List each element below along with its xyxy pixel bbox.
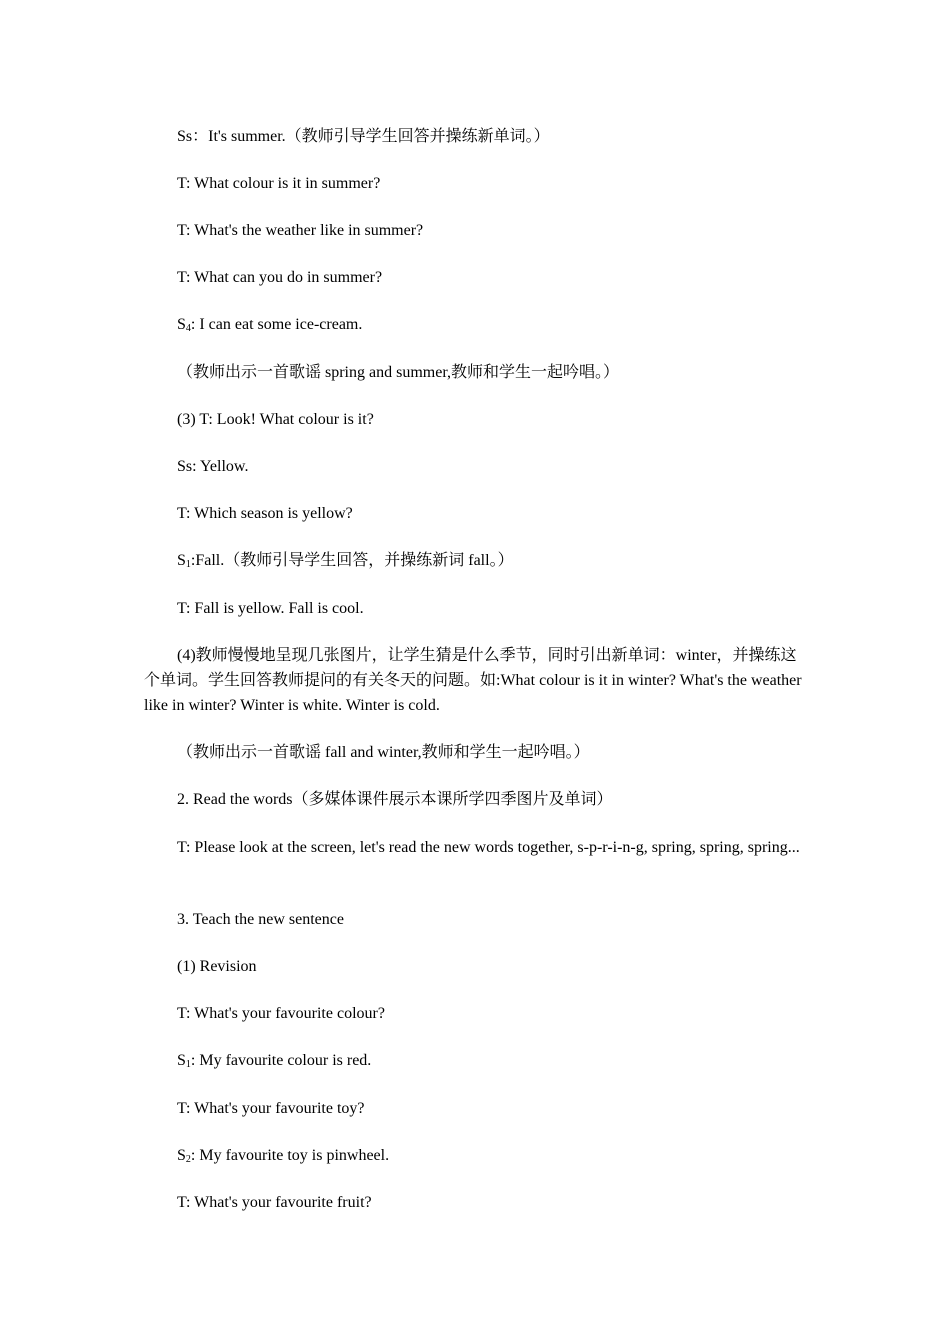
- paragraph-14: 2. Read the words（多媒体课件展示本课所学四季图片及单词）: [177, 791, 613, 808]
- paragraph-10: $S_1:Fall$.（教师引导学生回答，并操练新词 fall。）: [177, 552, 514, 570]
- paragraph-16: 3. Teach the new sentence: [177, 911, 344, 928]
- paragraph-21: $S_2$: My favourite toy is pinwheel.: [177, 1147, 390, 1165]
- paragraph-7: (3) T: Look! What colour is it?: [177, 411, 374, 428]
- subscript: 1: [185, 559, 191, 570]
- paragraph-4: T: What can you do in summer?: [177, 269, 383, 286]
- subscript: 2: [185, 1154, 191, 1165]
- paragraph-2: T: What colour is it in summer?: [177, 175, 381, 192]
- paragraph-18: T: What's your favourite colour?: [177, 1005, 385, 1022]
- paragraph-1: Ss：It's summer.（教师引导学生回答并操练新单词。）: [177, 128, 550, 145]
- paragraph-5: $S_4$: I can eat some ice-cream.: [177, 316, 363, 334]
- paragraph-8: Ss: Yellow.: [177, 458, 249, 475]
- paragraph-13: （教师出示一首歌谣 fall and winter,教师和学生一起吟唱。）: [177, 744, 590, 761]
- paragraph-11: T: Fall is yellow. Fall is cool.: [177, 600, 364, 617]
- paragraph-22: T: What's your favourite fruit?: [177, 1194, 372, 1211]
- paragraph-17: (1) Revision: [177, 958, 257, 975]
- paragraph-3: T: What's the weather like in summer?: [177, 222, 424, 239]
- paragraph-15: T: Please look at the screen, let's read the new words together, s-p-r-i-n-g, spring, spring, spring...: [177, 839, 800, 856]
- paragraph-9: T: Which season is yellow?: [177, 505, 353, 522]
- paragraph-19: $S_1$: My favourite colour is red.: [177, 1052, 372, 1070]
- subscript: 4: [185, 323, 191, 334]
- subscript: 1: [185, 1059, 191, 1070]
- paragraph-6: （教师出示一首歌谣 spring and summer,教师和学生一起吟唱。）: [177, 364, 620, 381]
- paragraph-12: (4)教师慢慢地呈现几张图片，让学生猜是什么季节，同时引出新单词：winter，并操练这个单词。学生回答教师提问的有关冬天的问题。如:What colour is it in winter? What's the weather like in winter? Winter is white. Winter is cold.: [144, 647, 802, 714]
- paragraph-20: T: What's your favourite toy?: [177, 1100, 365, 1117]
